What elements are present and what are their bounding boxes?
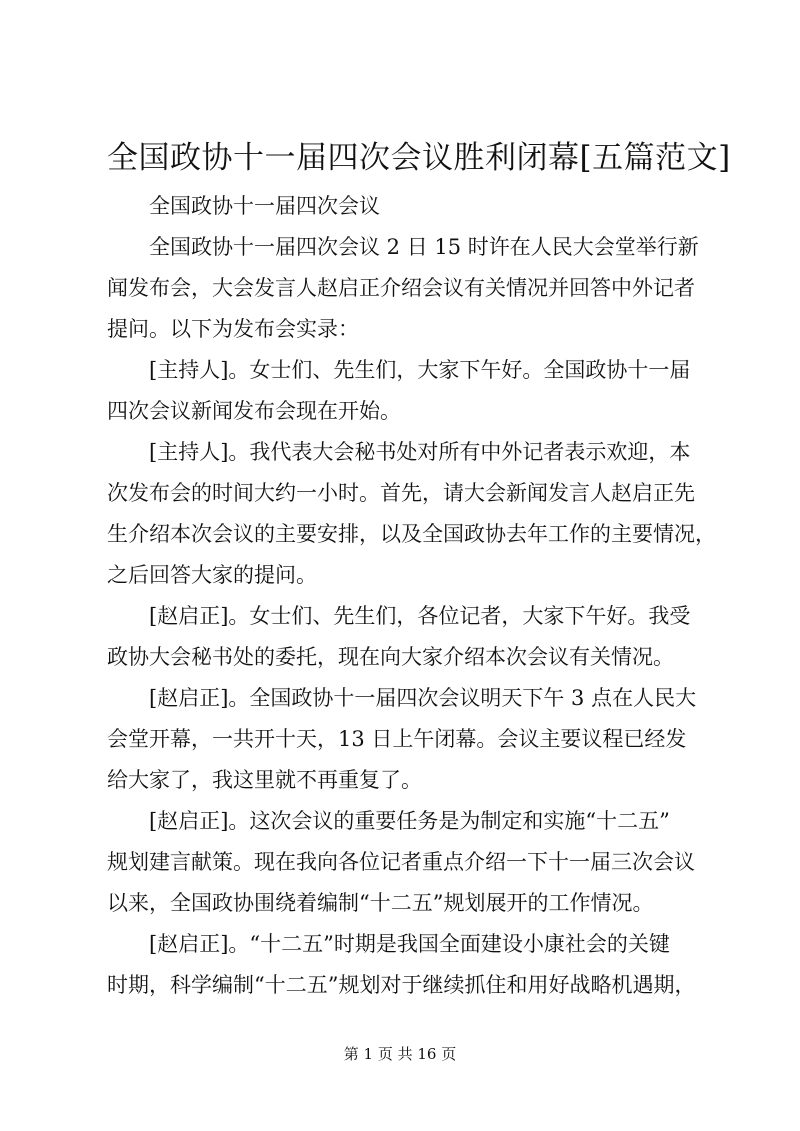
page-footer: 第 1 页 共 16 页 (343, 1045, 457, 1063)
text-line: 闻发布会，大会发言人赵启正介绍会议有关情况并回答中外记者 (107, 276, 695, 300)
text-line: 规划建言献策。现在我向各位记者重点介绍一下十一届三次会议 (107, 850, 695, 874)
text-line: [赵启正]。女士们、先生们，各位记者，大家下午好。我受 (149, 604, 691, 628)
paragraph-1 (107, 186, 697, 227)
text-line: 之后回答大家的提问。 (107, 563, 317, 587)
text-line: 以来，全国政协围绕着编制“十二五”规划展开的工作情况。 (107, 891, 654, 915)
text-line: 全国政协十一届四次会议 (149, 194, 380, 218)
paragraph-2 (107, 227, 697, 350)
text-line: [主持人]。女士们、先生们，大家下午好。全国政协十一届 (149, 358, 691, 382)
text-line: [赵启正]。这次会议的重要任务是为制定和实施“十二五” (149, 809, 670, 833)
document-title: 全国政协十一届四次会议胜利闭幕[五篇范文] (107, 140, 731, 176)
text-line: [赵启正]。全国政协十一届四次会议明天下午 3 点在人民大 (149, 686, 697, 710)
text-line: [赵启正]。“十二五”时期是我国全面建设小康社会的关键 (149, 932, 670, 956)
text-line: 全国政协十一届四次会议 2 日 15 时许在人民大会堂举行新 (149, 235, 699, 259)
text-line: 次发布会的时间大约一小时。首先，请大会新闻发言人赵启正先 (107, 481, 695, 505)
text-line: 提问。以下为发布会实录： (107, 317, 359, 341)
text-line: 会堂开幕，一共开十天，13 日上午闭幕。会议主要议程已经发 (107, 727, 687, 751)
paragraph-6 (107, 678, 697, 801)
paragraph-3 (107, 350, 697, 432)
paragraph-7 (107, 801, 697, 924)
text-line: 给大家了，我这里就不再重复了。 (107, 768, 422, 792)
text-line: 政协大会秘书处的委托，现在向大家介绍本次会议有关情况。 (107, 645, 674, 669)
text-line: 生介绍本次会议的主要安排，以及全国政协去年工作的主要情况， (107, 522, 716, 546)
paragraph-4 (107, 432, 716, 596)
text-line: 时期，科学编制“十二五”规划对于继续抓住和用好战略机遇期， (107, 973, 696, 997)
text-line: 四次会议新闻发布会现在开始。 (107, 399, 401, 423)
text-line: [主持人]。我代表大会秘书处对所有中外记者表示欢迎，本 (149, 440, 691, 464)
document-body (107, 186, 716, 1006)
paragraph-5 (107, 596, 697, 678)
paragraph-8 (107, 924, 697, 1006)
